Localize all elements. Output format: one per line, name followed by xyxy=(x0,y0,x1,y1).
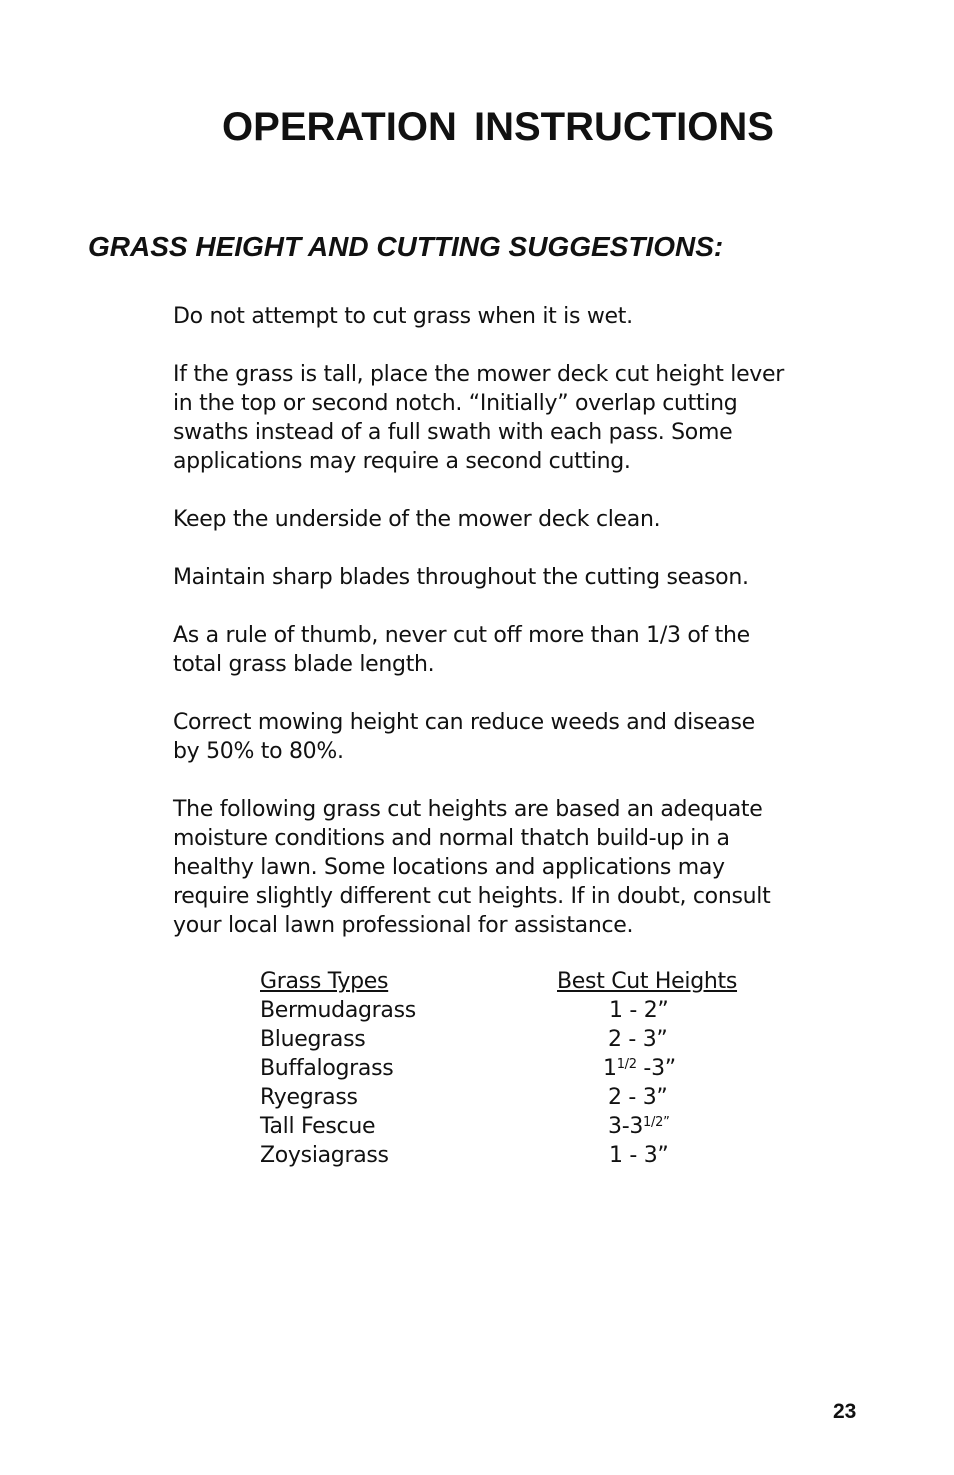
text-line: applications may require a second cutting. xyxy=(173,449,631,474)
text-line: by 50% to 80%. xyxy=(173,739,344,764)
page-title: OPERATION INSTRUCTIONS xyxy=(222,105,774,149)
text-line: The following grass cut heights are based an adequate xyxy=(173,797,763,822)
header-best-cut-heights: Best Cut Heights xyxy=(557,969,738,994)
paragraph-rule-of-thumb xyxy=(173,621,853,679)
text-line: Maintain sharp blades throughout the cutting season. xyxy=(173,565,749,590)
text-line: your local lawn professional for assistance. xyxy=(173,913,634,938)
paragraph-wet-grass xyxy=(173,302,853,331)
text-line: Correct mowing height can reduce weeds and disease xyxy=(173,710,755,735)
cut-height: $1^{1/2}$ -3” xyxy=(603,1056,676,1081)
table-header xyxy=(260,967,820,996)
text-line: swaths instead of a full swath with each pass. Some xyxy=(173,420,733,445)
table-row xyxy=(260,1025,820,1054)
text-line: Keep the underside of the mower deck clean. xyxy=(173,507,661,532)
cut-height: 1 - 2” xyxy=(609,998,669,1023)
table-row xyxy=(260,1141,820,1170)
cut-height: 2 - 3” xyxy=(608,1085,668,1110)
paragraph-tall-grass xyxy=(173,360,853,476)
table-row xyxy=(260,1083,820,1112)
table-row xyxy=(260,996,820,1025)
grass-type: Tall Fescue xyxy=(260,1114,376,1139)
section-heading: GRASS HEIGHT AND CUTTING SUGGESTIONS: xyxy=(88,231,724,262)
cut-height: 1 - 3” xyxy=(609,1143,669,1168)
cut-height-table xyxy=(260,967,820,1170)
cut-height: $3-3^{1/2”}$ xyxy=(608,1114,670,1139)
header-grass-types: Grass Types xyxy=(260,969,389,994)
paragraph-deck-clean xyxy=(173,505,853,534)
text-line: total grass blade length. xyxy=(173,652,435,677)
grass-type: Ryegrass xyxy=(260,1085,358,1110)
grass-type: Zoysiagrass xyxy=(260,1143,389,1168)
page-number: 23 xyxy=(833,1400,857,1423)
grass-type: Bermudagrass xyxy=(260,998,416,1023)
text-line: moisture conditions and normal thatch build-up in a xyxy=(173,826,730,851)
table-row xyxy=(260,1112,820,1141)
grass-type: Bluegrass xyxy=(260,1027,366,1052)
text-line: Do not attempt to cut grass when it is wet. xyxy=(173,304,633,329)
paragraph-sharp-blades xyxy=(173,563,853,592)
text-line: As a rule of thumb, never cut off more than 1/3 of the xyxy=(173,623,750,648)
cut-height: 2 - 3” xyxy=(608,1027,668,1052)
paragraph-mowing-height xyxy=(173,708,853,766)
text-line: in the top or second notch. “Initially” overlap cutting xyxy=(173,391,738,416)
text-line: healthy lawn. Some locations and applications may xyxy=(173,855,725,880)
body-text xyxy=(173,302,853,969)
table-row xyxy=(260,1054,820,1083)
grass-type: Buffalograss xyxy=(260,1056,394,1081)
text-line: If the grass is tall, place the mower deck cut height lever xyxy=(173,362,785,387)
paragraph-cut-heights-intro xyxy=(173,795,853,940)
text-line: require slightly different cut heights. If in doubt, consult xyxy=(173,884,771,909)
